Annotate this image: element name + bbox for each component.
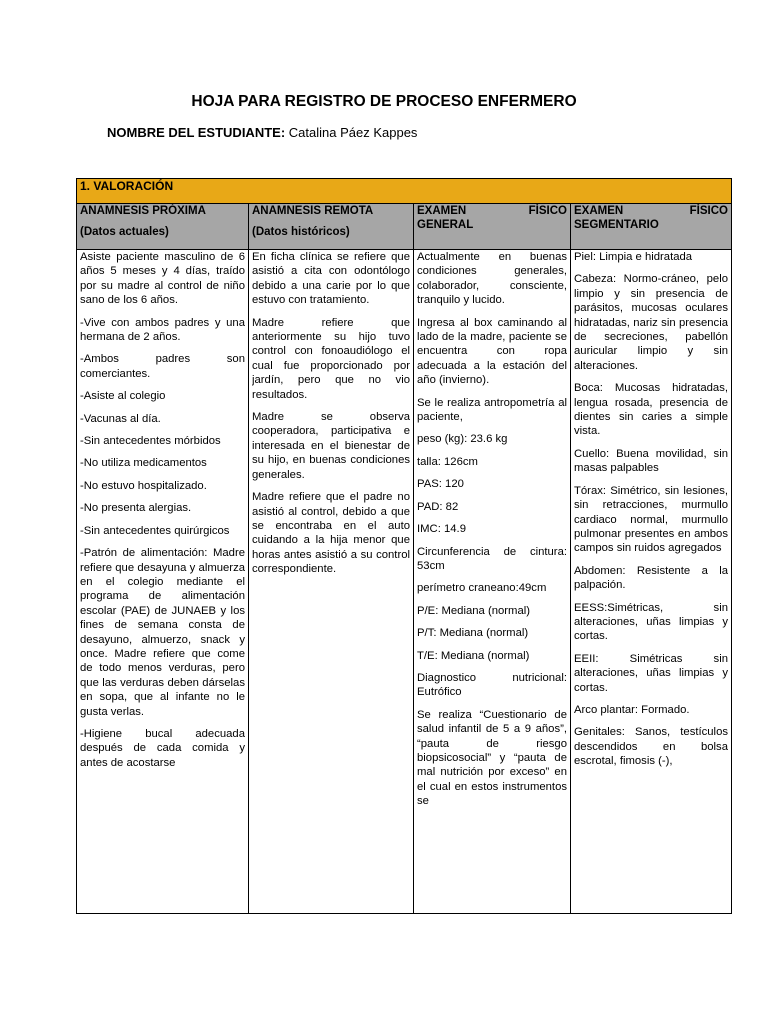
paragraph: P/E: Mediana (normal) — [417, 604, 531, 617]
column-title: EXAMEN FÍSICO GENERAL — [417, 205, 567, 232]
paragraph: Abdomen: Resistente a la palpación. — [574, 564, 728, 592]
column-title: EXAMEN FÍSICO SEGMENTARIO — [574, 205, 728, 232]
paragraph: Madre refiere que anteriormente su hijo tuvo control con fonoaudiólogo el cual fue proporcionado por jardín, pero que no vio resultados. — [252, 316, 410, 401]
paragraph: Arco plantar: Formado. — [574, 703, 690, 716]
column-header-anamnesis-proxima — [77, 204, 249, 250]
column-examen-segmentario — [571, 250, 732, 914]
column-header-examen-general — [414, 204, 571, 250]
section-header-row — [77, 179, 732, 204]
paragraph: -No utiliza medicamentos — [80, 457, 207, 470]
column-anamnesis-proxima — [77, 250, 249, 914]
paragraph: Se realiza “Cuestionario de salud infantil de 5 a 9 años”, “pauta de riesgo biopsicosocial” y “pauta de mal nutrición por exceso” en el cual en estos instrumentos se — [417, 708, 567, 808]
paragraph: -Sin antecedentes mórbidos — [80, 435, 221, 448]
student-name: Catalina Páez Kappes — [288, 125, 418, 140]
column-anamnesis-remota — [249, 250, 414, 914]
paragraph: Madre se observa cooperadora, participativa e interesada en el bienestar de su hijo, en buenas condiciones generales. — [252, 411, 410, 481]
column-examen-general — [414, 250, 571, 914]
paragraph: Cuello: Buena movilidad, sin masas palpables — [574, 447, 728, 475]
paragraph: perímetro craneano:49cm — [417, 582, 547, 595]
paragraph: P/T: Mediana (normal) — [417, 627, 529, 640]
column-title: ANAMNESIS REMOTA — [252, 205, 374, 217]
paragraph: Actualmente en buenas condiciones generales, colaborador, consciente, tranquilo y lucido. — [417, 251, 567, 307]
column-header-anamnesis-remota — [249, 204, 414, 250]
paragraph: Circunferencia de cintura: 53cm — [417, 545, 567, 572]
assessment-table — [76, 178, 732, 914]
paragraph: En ficha clínica se refiere que asistió a cita con odontólogo debido a una carie por lo que estuvo con tratamiento. — [252, 251, 410, 307]
student-line — [107, 125, 417, 140]
paragraph: -Higiene bucal adecuada después de cada comida y antes de acostarse — [80, 727, 245, 769]
paragraph: peso (kg): 23.6 kg — [417, 433, 508, 446]
paragraph: Piel: Limpia e hidratada — [574, 251, 693, 263]
paragraph: T/E: Mediana (normal) — [417, 649, 530, 662]
paragraph: -Vive con ambos padres y una hermana de 2 años. — [80, 316, 245, 344]
paragraph: -Patrón de alimentación: Madre refiere que desayuna y almuerza en el colegio mediante el programa de alimentación escolar (PAE) de JUNAEB y los fines de semana consta de desayuno, almuerzo, snack y once. Madre refiere que come de todo menos verduras, pero que las verduras deben dárselas en sopa, que al infante no le gusta verlas. — [80, 547, 245, 718]
column-header-examen-segmentario — [571, 204, 732, 250]
paragraph: Madre refiere que el padre no asistió al control, debido a que se encontraba en el auto cuidando a la hija menor que horas antes asistió a su control correspondiente. — [252, 491, 410, 576]
paragraph: -No presenta alergias. — [80, 502, 192, 515]
paragraph: Boca: Mucosas hidratadas, lengua rosada, presencia de dientes sin caries a simple vista. — [574, 382, 728, 438]
section-title: 1. VALORACIÓN — [77, 179, 732, 204]
content-row — [77, 250, 732, 914]
paragraph: PAD: 82 — [417, 500, 459, 513]
page-title: HOJA PARA REGISTRO DE PROCESO ENFERMERO — [191, 93, 577, 110]
paragraph: Ingresa al box caminando al lado de la madre, paciente se encuentra con ropa adecuada a la estación del año (invierno). — [417, 316, 567, 387]
paragraph: -Ambos padres son comerciantes. — [80, 353, 245, 380]
paragraph: -Asiste al colegio — [80, 390, 166, 403]
paragraph: -Sin antecedentes quirúrgicos — [80, 524, 230, 537]
column-subtitle: (Datos actuales) — [80, 226, 169, 239]
paragraph: Asiste paciente masculino de 6 años 5 meses y 4 días, traído por su madre al control de niño sano de los 6 años. — [80, 251, 245, 307]
paragraph: EESS:Simétricas, sin alteraciones, uñas limpias y cortas. — [574, 601, 728, 643]
student-label: NOMBRE DEL ESTUDIANTE: — [107, 125, 286, 140]
paragraph: Tórax: Simétrico, sin lesiones, sin retracciones, murmullo cardiaco normal, murmullo pulmonar presentes en ambos campos sin ruidos agregados — [574, 484, 728, 555]
paragraph: -No estuvo hospitalizado. — [80, 479, 207, 492]
paragraph: Cabeza: Normo-cráneo, pelo limpio y sin presencia de parásitos, mucosas oculares hidratadas, nariz sin presencia de secreciones, pabellón auricular limpio y sin alteraciones. — [574, 273, 728, 372]
paragraph: PAS: 120 — [417, 478, 464, 491]
paragraph: Genitales: Sanos, testículos descendidos en bolsa escrotal, fimosis (-), — [574, 726, 728, 768]
column-title: ANAMNESIS PRÓXIMA — [80, 205, 206, 217]
paragraph: EEII: Simétricas sin alteraciones, uñas limpias y cortas. — [574, 652, 728, 694]
column-header-row — [77, 204, 732, 250]
paragraph: -Vacunas al día. — [80, 412, 161, 425]
paragraph: talla: 126cm — [417, 455, 478, 468]
paragraph: IMC: 14.9 — [417, 523, 466, 536]
paragraph: Se le realiza antropometría al paciente, — [417, 396, 567, 424]
column-subtitle: (Datos históricos) — [252, 226, 350, 239]
paragraph: Diagnostico nutricional: Eutrófico — [417, 671, 567, 699]
